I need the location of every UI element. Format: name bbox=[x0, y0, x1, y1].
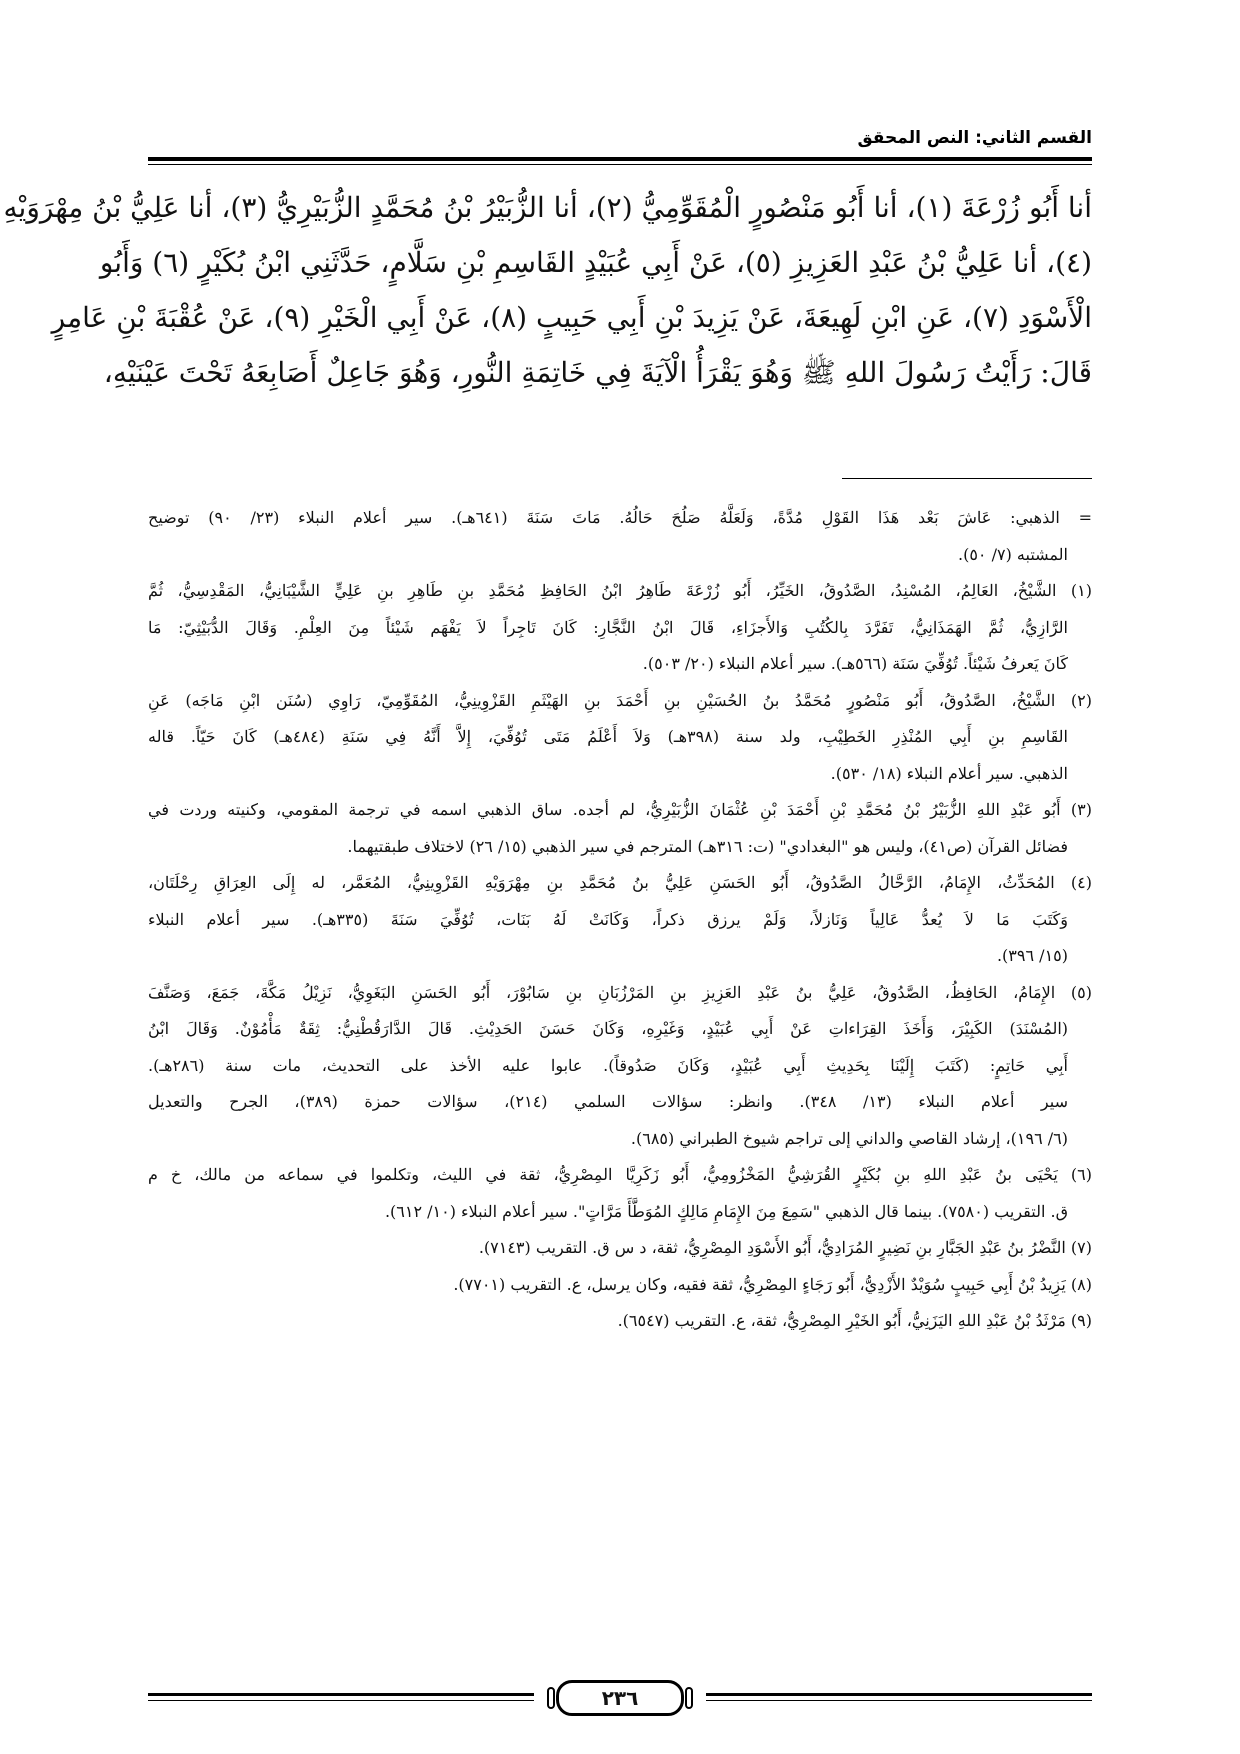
footnote-5: (٥) الإِمَامُ، الحَافِظُ، الصَّدُوقُ، عَلِيُّ بنُ عَبْدِ العَزِيزِ بنِ المَرْزُبَانِ بنِ سَابُوْرَ، أَبُو الحَسَنِ البَغَوِيُّ، نَزِيْلُ مَكَّةَ، جَمَعَ، وَصَنَّفَ bbox=[148, 982, 1093, 1002]
footnote-1: كَانَ يَعرفُ شَيْئاً. تُوُفِّيَ سَنَة (٥٦٦هـ). سير أعلام النبلاء (٢٠/ ٥٠٣). bbox=[642, 654, 1068, 673]
footnote-3: فضائل القرآن (ص٤١)، وليس هو "البغدادي" (ت: ٣١٦هـ) المترجم في سير الذهبي (١٥/ ٢٦) لاختلاف طبقتيهما. bbox=[347, 836, 1068, 856]
main-text-block bbox=[3, 180, 1092, 400]
footnote-6: (٦) يَحْيَى بنُ عَبْدِ اللهِ بنِ بُكَيْرٍ القُرَشِيُّ المَخْزُومِيُّ، أَبُو زَكَرِيَّا المِصْرِيُّ، ثقة في الليث، وتكلموا في سماعه من مالك، خ م bbox=[148, 1165, 1092, 1184]
main-text-line: (٤)، أنا عَلِيُّ بْنُ عَبْدِ العَزِيزِ (٥)، عَنْ أَبِي عُبَيْدٍ القَاسِمِ بْنِ سَلَّامٍ، حَدَّثَنِي ابْنُ بُكَيْرٍ (٦) وَأَبُو bbox=[99, 246, 1092, 279]
page-number: ٢٣٦ bbox=[556, 1680, 684, 1716]
footnote-8: (٨) يَزِيدُ بْنُ أَبِي حَبِيبٍ سُوَيْدٌ الأَزْدِيُّ، أَبُو رَجَاءٍ المِصْرِيُّ، ثقة فقيه، وكان يرسل، ع. التقريب (٧٧٠١). bbox=[453, 1274, 1092, 1294]
footnote-5: (المُسْنَدَ) الكَبِيْرَ، وَأَخَذَ القِرَاءاتِ عَنْ أَبِي عُبَيْدٍ، وَغَيْرِهِ، وَكَانَ حَسَنَ الحَدِيْثِ. قَالَ الدَّارَقُطْنِيُّ: ثِقَةٌ مَأْمُوْنٌ. وَقَالَ ابْنُ bbox=[148, 1019, 1068, 1038]
footer-rule-left-thin bbox=[148, 1700, 534, 1701]
footnotes-block bbox=[148, 500, 1092, 1340]
footnote-3: (٣) أَبُو عَبْدِ اللهِ الزُّبَيْرُ بْنُ مُحَمَّدِ بْنِ أَحْمَدَ بْنِ عُثْمَانَ الزُّبَيْرِيُّ، لم أجده. ساق الذهبي اسمه في ترجمة المقومي، وكنيته وردت في bbox=[148, 800, 1092, 819]
footnote-continued: المشتبه (٧/ ٥٠). bbox=[958, 544, 1068, 564]
header-rule bbox=[148, 157, 1092, 161]
footnote-5: أَبِي حَاتِمٍ: (كَتَبَ إِلَيْنَا بِحَدِيثِ أَبِي عُبَيْدٍ، وَكَانَ صَدُوقاً). عابوا عليه الأخذ على التحديث، مات سنة (٢٨٦هـ). bbox=[148, 1055, 1068, 1075]
section-header-title: القسم الثاني: النص المحقق bbox=[857, 128, 1092, 148]
footnote-4: (٤) المُحَدِّثُ، الإِمَامُ، الرَّحَّالُ الصَّدُوقُ، أَبُو الحَسَنِ عَلِيُّ بنُ مُحَمَّدِ بنِ مِهْرَوَيْهِ القَزْوِينِيُّ، المُعَمَّر، له إِلَى العِرَاقِ رِحْلَتَان، bbox=[148, 873, 1092, 892]
footer-rule-right-thin bbox=[706, 1700, 1092, 1701]
footnote-1: (١) الشَّيْخُ، العَالِمُ، المُسْنِدُ، الصَّدُوقُ، الخَيِّرُ، أَبُو زُرْعَةَ طَاهِرُ ابْنُ الحَافِظِ مُحَمَّدِ بنِ طَاهِرِ بنِ عَلِيٍّ الشَّيْبَانِيُّ، المَقْدِسِيُّ، ثُمَّ bbox=[148, 581, 1092, 600]
footer-rule-left bbox=[148, 1693, 534, 1696]
footnote-9: (٩) مَرْثَدُ بْنُ عَبْدِ اللهِ اليَزَنِيُّ، أَبُو الخَيْرِ المِصْرِيُّ، ثقة، ع. التقريب (٦٥٤٧). bbox=[617, 1311, 1092, 1330]
main-text-line: قَالَ: رَأَيْتُ رَسُولَ اللهِ ﷺ وَهُوَ يَقْرَأُ الْآيَةَ فِي خَاتِمَةِ النُّورِ، وَهُوَ جَاعِلٌ أَصَابِعَهُ تَحْتَ عَيْنَيْهِ، bbox=[103, 356, 1092, 389]
footnote-2: (٢) الشَّيْخُ، الصَّدُوقُ، أَبُو مَنْصُورٍ مُحَمَّدُ بنُ الحُسَيْنِ بنِ أَحْمَدَ بنِ الهَيْثَمِ القَزْوِينِيُّ، المُقَوِّمِيّ، رَاوِي (سُنَن ابْنِ مَاجَه) عَنِ bbox=[148, 690, 1092, 710]
footnote-continued: = الذهبي: عَاشَ بَعْد هَذَا القَوْلِ مُدَّةً، وَلَعَلَّهُ صَلُحَ حَالُهُ. مَاتَ سَنَةَ (٦٤١هـ). سير أعلام النبلاء (٢٣/ ٩٠) توضيح bbox=[148, 508, 1093, 527]
footnote-5: (٦/ ١٩٦)، إرشاد القاصي والداني إلى تراجم شيوخ الطبراني (٦٨٥). bbox=[630, 1128, 1068, 1148]
footnote-separator bbox=[842, 478, 1092, 479]
footnote-2: الذهبي. سير أعلام النبلاء (١٨/ ٥٣٠). bbox=[830, 763, 1068, 783]
main-text-line: أنا أَبُو زُرْعَةَ (١)، أنا أَبُو مَنْصُورٍ الْمُقَوِّمِيُّ (٢)، أنا الزُّبَيْرُ بْنُ مُحَمَّدٍ الزُّبَيْرِيُّ (٣)، أنا عَلِيُّ بْنُ مِهْرَوَيْهِ bbox=[3, 191, 1092, 224]
footnote-4: (١٥/ ٣٩٦). bbox=[996, 946, 1068, 965]
footnote-6: ق. التقريب (٧٥٨٠). بينما قال الذهبي "سَمِعَ مِنَ الإِمَامِ مَالِكٍ المُوَطَّأَ مَرَّاتٍ". سير أعلام النبلاء (١٠/ ٦١٢). bbox=[384, 1201, 1068, 1221]
footnote-2: القَاسِمِ بنِ أَبِي المُنْذِرِ الخَطِيْبِ، ولد سنة (٣٩٨هـ) وَلاَ أَعْلَمُ مَتَى تُوُفِّيَ، إِلاَّ أَنَّهُ فِي سَنَةِ (٤٨٤هـ) كَانَ حَيّاً. قاله bbox=[148, 727, 1069, 746]
footnote-5: سير أعلام النبلاء (١٣/ ٣٤٨). وانظر: سؤالات السلمي (٢١٤)، سؤالات حمزة (٣٨٩)، الجرح والتعديل bbox=[148, 1092, 1068, 1111]
main-text-line: الْأَسْوَدِ (٧)، عَنِ ابْنِ لَهِيعَةَ، عَنْ يَزِيدَ بْنِ أَبِي حَبِيبٍ (٨)، عَنْ أَبِي الْخَيْرِ (٩)، عَنْ عُقْبَةَ بْنِ عَامِرٍ bbox=[51, 301, 1092, 334]
footnote-7: (٧) النَّضْرُ بنُ عَبْدِ الجَبَّارِ بنِ نَضِيرٍ المُرَادِيُّ، أَبُو الأَسْوَدِ المِصْرِيُّ، ثقة، د س ق. التقريب (٧١٤٣). bbox=[478, 1238, 1092, 1257]
footer-rule-right bbox=[706, 1693, 1092, 1696]
footnote-1: الرَّازِيُّ، ثُمَّ الهَمَذَانِيُّ، تَفَرَّدَ بِالكُتُبِ وَالأَجزَاءِ، قَالَ ابْنُ النَّجَّارِ: كَانَ تَاجِراً لاَ يَفْهَم شَيْئاً مِنَ العِلْمِ. وَقَالَ الدُّبَيْثِيّ: مَا bbox=[148, 617, 1068, 637]
header-rule-thin bbox=[148, 164, 1092, 165]
footnote-4: وَكَتَبَ مَا لاَ يُعدُّ عَالِياً وَنَازلاً، وَلَمْ يرزق ذكراً، وَكَانَتْ لَهُ بَنَات، تُوُفِّيَ سَنَةَ (٣٣٥هـ). سير أعلام النبلاء bbox=[148, 909, 1069, 929]
